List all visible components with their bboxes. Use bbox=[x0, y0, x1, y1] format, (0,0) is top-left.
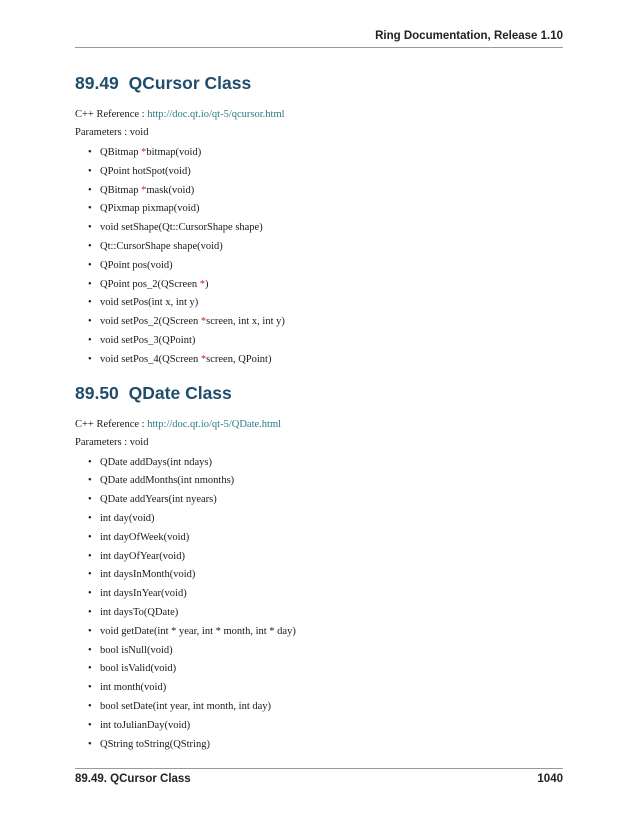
bullet-icon: • bbox=[88, 222, 92, 234]
method-signature-text: ) bbox=[205, 278, 209, 290]
bullet-icon: • bbox=[88, 625, 92, 637]
running-footer bbox=[75, 773, 563, 785]
method-signature-text: QPoint pos(void) bbox=[100, 259, 173, 271]
method-item bbox=[75, 294, 565, 313]
method-item bbox=[75, 548, 565, 567]
cpp-reference bbox=[75, 416, 565, 434]
method-signature-text: int daysTo(QDate) bbox=[100, 606, 179, 618]
method-item bbox=[75, 276, 565, 295]
method-signature-text: QPixmap pixmap(void) bbox=[100, 203, 200, 215]
bullet-icon: • bbox=[88, 147, 92, 158]
method-signature-text: void setShape(Qt::CursorShape shape) bbox=[100, 222, 263, 234]
method-item bbox=[75, 642, 565, 661]
bullet-icon: • bbox=[88, 456, 92, 468]
bullet-icon: • bbox=[88, 682, 92, 694]
bullet-icon: • bbox=[88, 700, 92, 712]
method-signature-text: QBitmap bbox=[100, 184, 142, 196]
bullet-icon: • bbox=[88, 588, 92, 600]
section-heading bbox=[75, 382, 565, 406]
method-item bbox=[75, 717, 565, 736]
bullet-icon: • bbox=[88, 297, 92, 309]
method-signature-text: int month(void) bbox=[100, 682, 167, 694]
reference-link[interactable]: http://doc.qt.io/qt-5/QDate.html bbox=[147, 418, 282, 430]
method-signature-text: bool setDate(int year, int month, int day) bbox=[100, 700, 272, 712]
bullet-icon: • bbox=[88, 494, 92, 506]
section-heading bbox=[75, 72, 565, 96]
parameters-line: Parameters : void bbox=[75, 436, 149, 448]
reference-label: C++ Reference : bbox=[75, 109, 148, 120]
bullet-icon: • bbox=[88, 663, 92, 675]
pointer-asterisk: * bbox=[199, 278, 205, 290]
bullet-icon: • bbox=[88, 278, 92, 290]
pointer-asterisk: * bbox=[141, 184, 147, 196]
method-item bbox=[75, 679, 565, 698]
method-signature-text: void setPos(int x, int y) bbox=[100, 297, 199, 309]
cpp-reference bbox=[75, 106, 565, 124]
method-item bbox=[75, 144, 565, 163]
bullet-icon: • bbox=[88, 644, 92, 656]
method-signature-text: bitmap(void) bbox=[146, 147, 202, 158]
method-signature-text: QPoint pos_2(QScreen bbox=[100, 278, 200, 290]
method-item bbox=[75, 257, 565, 276]
method-item bbox=[75, 585, 565, 604]
bullet-icon: • bbox=[88, 334, 92, 346]
method-item bbox=[75, 660, 565, 679]
method-signature-text: void getDate(int * year, int * month, int * day) bbox=[100, 625, 296, 637]
method-signature-text: void setPos_2(QScreen bbox=[100, 316, 201, 328]
method-signature-text: QBitmap bbox=[100, 147, 142, 158]
footer-section-label: 89.49. QCursor Class bbox=[75, 773, 191, 785]
section-title: QDate Class bbox=[128, 382, 232, 403]
section-qcursor bbox=[75, 72, 565, 370]
bullet-icon: • bbox=[88, 259, 92, 271]
page-content bbox=[75, 72, 565, 754]
pointer-asterisk: * bbox=[200, 353, 207, 365]
method-item bbox=[75, 698, 565, 717]
method-item bbox=[75, 623, 565, 642]
bullet-icon: • bbox=[88, 569, 92, 581]
method-signature-text: int dayOfYear(void) bbox=[100, 550, 185, 562]
method-item bbox=[75, 313, 565, 332]
section-title: QCursor Class bbox=[128, 73, 252, 93]
method-item bbox=[75, 332, 565, 351]
section-number: 89.49 bbox=[75, 73, 119, 93]
method-item bbox=[75, 736, 565, 755]
bullet-icon: • bbox=[88, 719, 92, 731]
method-item bbox=[75, 182, 565, 201]
method-signature-text: screen, int x, int y) bbox=[206, 316, 285, 328]
bullet-icon: • bbox=[88, 550, 92, 562]
bullet-icon: • bbox=[88, 512, 92, 524]
reference-link[interactable]: http://doc.qt.io/qt-5/qcursor.html bbox=[147, 109, 285, 120]
method-signature-text: QDate addYears(int nyears) bbox=[100, 494, 217, 506]
bullet-icon: • bbox=[88, 240, 92, 252]
bullet-icon: • bbox=[88, 475, 92, 487]
running-header: Ring Documentation, Release 1.10 bbox=[375, 30, 563, 42]
method-signature-text: QString toString(QString) bbox=[100, 738, 210, 750]
method-signature-text: int daysInMonth(void) bbox=[100, 569, 196, 581]
method-signature-text: QPoint hotSpot(void) bbox=[100, 165, 191, 177]
method-item bbox=[75, 472, 565, 491]
method-item bbox=[75, 566, 565, 585]
method-signature-text: bool isNull(void) bbox=[100, 644, 173, 656]
parameters-line: Parameters : void bbox=[75, 127, 149, 138]
method-signature-text: int dayOfWeek(void) bbox=[100, 531, 190, 543]
section-number: 89.50 bbox=[75, 382, 119, 403]
bullet-icon: • bbox=[88, 738, 92, 750]
method-list bbox=[75, 454, 565, 755]
method-item bbox=[75, 529, 565, 548]
method-signature-text: QDate addMonths(int nmonths) bbox=[100, 475, 235, 487]
bullet-icon: • bbox=[88, 353, 92, 365]
method-signature-text: int toJulianDay(void) bbox=[100, 719, 191, 731]
method-signature-text: bool isValid(void) bbox=[100, 663, 177, 675]
method-item bbox=[75, 510, 565, 529]
bullet-icon: • bbox=[88, 184, 92, 196]
method-item bbox=[75, 454, 565, 473]
method-item bbox=[75, 351, 565, 370]
section-qdate bbox=[75, 382, 565, 755]
header-divider bbox=[75, 47, 563, 48]
page-number: 1040 bbox=[537, 773, 563, 785]
bullet-icon: • bbox=[88, 203, 92, 215]
method-list bbox=[75, 144, 565, 370]
method-item bbox=[75, 238, 565, 257]
method-item bbox=[75, 219, 565, 238]
method-signature-text: mask(void) bbox=[146, 184, 195, 196]
method-signature-text: int daysInYear(void) bbox=[100, 588, 187, 600]
footer-divider bbox=[75, 768, 563, 769]
method-item bbox=[75, 163, 565, 182]
method-signature-text: void setPos_4(QScreen bbox=[100, 353, 201, 365]
bullet-icon: • bbox=[88, 606, 92, 618]
reference-label: C++ Reference : bbox=[75, 418, 148, 430]
method-signature-text: void setPos_3(QPoint) bbox=[100, 334, 196, 346]
pointer-asterisk: * bbox=[200, 316, 207, 328]
method-item bbox=[75, 491, 565, 510]
method-item bbox=[75, 604, 565, 623]
bullet-icon: • bbox=[88, 316, 92, 328]
bullet-icon: • bbox=[88, 531, 92, 543]
method-signature-text: QDate addDays(int ndays) bbox=[100, 456, 212, 468]
method-signature-text: Qt::CursorShape shape(void) bbox=[100, 240, 223, 252]
bullet-icon: • bbox=[88, 165, 92, 177]
pointer-asterisk: * bbox=[141, 147, 147, 158]
method-signature-text: int day(void) bbox=[100, 512, 155, 524]
method-item bbox=[75, 200, 565, 219]
method-signature-text: screen, QPoint) bbox=[206, 353, 272, 365]
